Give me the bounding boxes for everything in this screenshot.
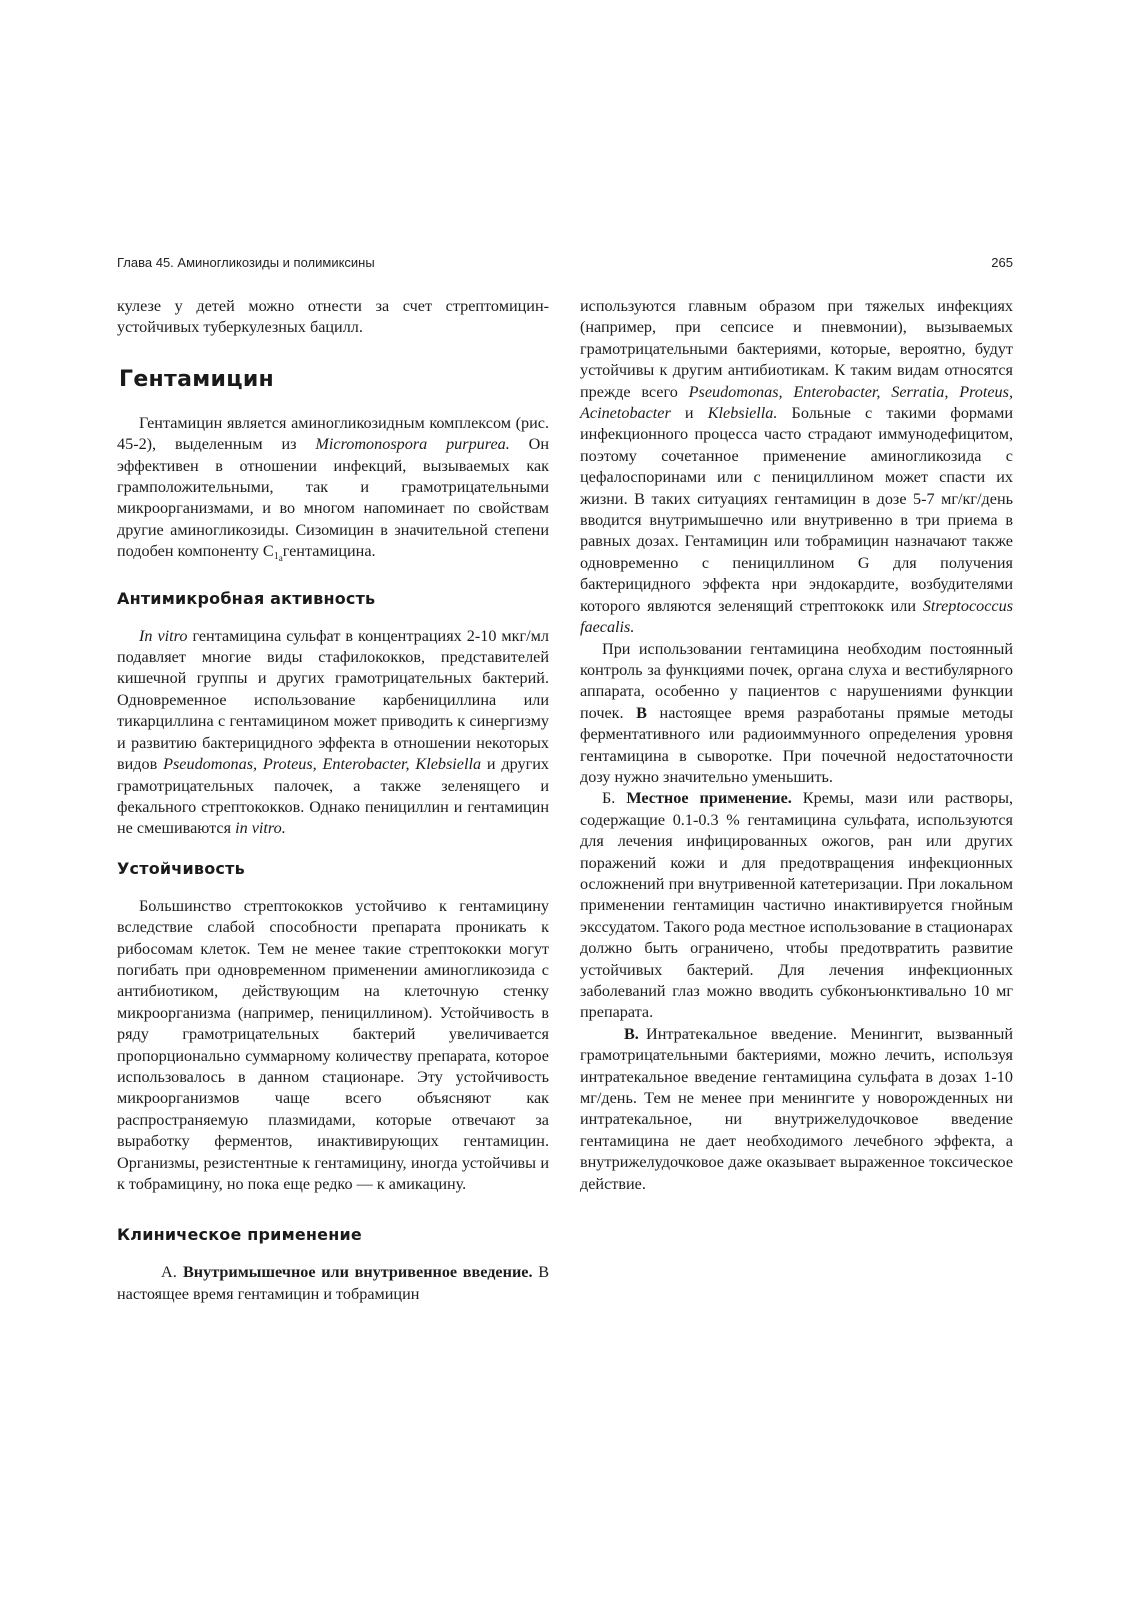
left-column	[117, 296, 549, 1305]
running-header	[117, 255, 1013, 273]
page-number: 265	[991, 255, 1013, 270]
resistance-heading: Устойчивость	[117, 858, 245, 878]
clinical-item-a: А. Внутримышечное или внутривенное введение. В настоящее время гентамицин и тобрамицин	[117, 1263, 549, 1303]
section-title: Гентамицин	[119, 366, 275, 392]
chapter-title: Глава 45. Аминогликозиды и полимиксины	[117, 255, 375, 270]
clinical-item-b: Б. Местное применение. Кремы, мази или растворы, содержащие 0.1-0.3 % гентамицина сульфата, используются для лечения инфицированных ожогов, ран или других поражений кожи и для предотвращения инфекционных осложнений при внутривенной катетеризации. При локальном применении гентамицин частично инактивируется гнойным экссудатом. Такого рода местное использование в стационарах должно быть ограничено, чтобы предотвратить развитие устойчивых бактерий. Для лечения инфекционных заболеваний глаз можно вводить субконъюнктивально 10 мг препарата.	[580, 789, 1013, 1022]
right-column	[580, 296, 1013, 1195]
resistance-paragraph: Большинство стрептококков устойчиво к гентамицину вследствие слабой способности препарата проникать к рибосомам клеток. Тем не менее такие стрептококки могут погибать при одновременном применении аминогликозида с антибиотиком, действующим на клеточную стенку микроорганизма (например, пенициллином). Устойчивость в ряду грамотрицательных бактерий увеличивается пропорционально суммарному количеству препарата, которое использовалось в данном стационаре. Эту устойчивость микроорганизмов чаще всего объясняют как распространяемую плазмидами, которые отвечают за выработку ферментов, инактивирующих гентамицин. Организмы, резистентные к гентамицину, иногда устойчивы и к тобрамицину, но пока еще редко — к амикацину.	[117, 896, 549, 1193]
clinical-heading: Клиническое применение	[117, 1225, 362, 1245]
monitoring-paragraph: При использовании гентамицина необходим постоянный контроль за функциями почек, органа слуха и вестибулярного аппарата, особенно у пациентов с нарушениями функции почек. В настоящее время разработаны прямые методы ферментативного или радиоиммунного определения уровня гентамицина в сыворотке. При почечной недостаточности дозу нужно значительно уменьшить.	[580, 639, 1014, 786]
antimicrobial-paragraph: In vitro гентамицина сульфат в концентрациях 2-10 мкг/мл подавляет многие виды стафилококков, представителей кишечной группы и других грамотрицательных бактерий. Одновременное использование карбенициллина или тикарциллина с гентамицином может приводить к синергизму и развитию бактерицидного эффекта в отношении некоторых видов Pseudomonas, Proteus, Enterobacter, Klebsiella и других грамотрицательных палочек, а также зеленящего и фекального стрептококков. Однако пенициллин и гентамицин не смешиваются in vitro.	[117, 626, 549, 838]
intro-paragraph: кулезе у детей можно отнести за счет стрептомицин-устойчивых туберкулезных бацилл.	[117, 297, 549, 337]
clinical-item-c: В. Интратекальное введение. Менингит, вызванный грамотрицательными бактериями, можно лечить, используя интратекальное введение гентамицина сульфата в дозах 1-10 мг/день. Тем не менее при менингите у новорожденных ни интратекальное, ни внутрижелудочковое введение гентамицина не дает необходимого лечебного эффекта, а внутрижелудочковое даже оказывает выраженное токсическое действие.	[580, 1024, 1013, 1193]
indications-paragraph: используются главным образом при тяжелых инфекциях (например, при сепсисе и пневмонии), вызываемых грамотрицательными бактериями, которые, вероятно, будут устойчивы к другим антибиотикам. К таким видам относятся прежде всего Pseudomonas, Enterobacter, Serratia, Proteus, Acinetobacter и Klebsiella. Больные с такими формами инфекционного процесса часто страдают иммунодефицитом, поэтому сочетанное применение аминогликозида с цефалоспоринами или с пенициллином может спасти их жизни. В таких ситуациях гентамицин в дозе 5-7 мг/кг/день вводится внутримышечно или внутривенно в три приема в равных дозах. Гентамицин или тобрамицин назначают также одновременно с пенициллином G для получения бактерицидного эффекта нри эндокардите, возбудителями которого являются зеленящий стрептококк или Streptococcus faecalis.	[580, 297, 1014, 637]
gentamicin-paragraph: Гентамицин является аминогликозидным комплексом (рис. 45-2), выделенным из Micromonospora purpurea. Он эффективен в отношении инфекций, вызываемых как грамположительными, так и грамотрицательными микроорганизмами, и во многом напоминает по свойствам другие аминогликозиды. Сизомицин в значительной степени подобен компоненту $С1_агентамицина$.	[117, 413, 549, 564]
antimicrobial-heading: Антимикробная активность	[117, 588, 376, 608]
